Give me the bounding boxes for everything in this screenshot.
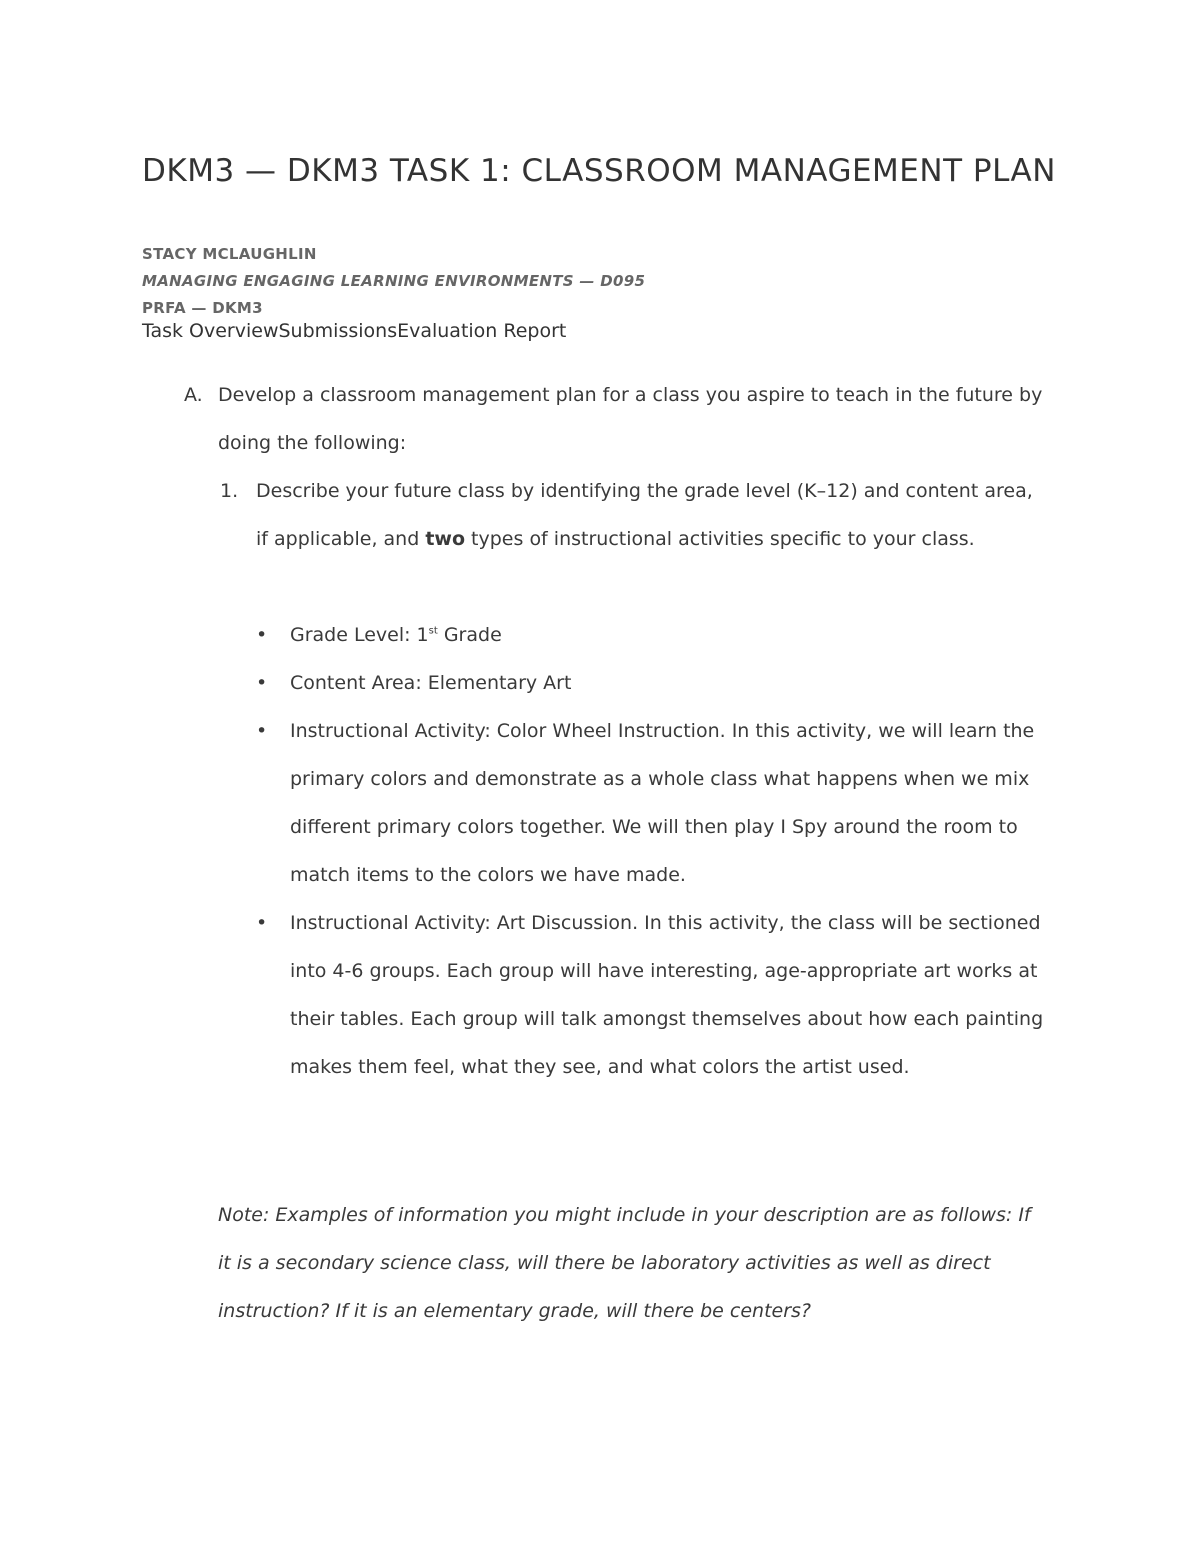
- item-1-text-start: Describe your future class by identifying the grade level (K–12) and content area, if applicable, and: [256, 480, 1033, 550]
- list-item-content-area: [256, 659, 1066, 707]
- section-a-text: Develop a classroom management plan for a class you aspire to teach in the future by doing the following:: [218, 384, 1043, 454]
- author-name: STACY MCLAUGHLIN: [142, 245, 317, 263]
- tab-submissions[interactable]: Submissions: [278, 320, 398, 342]
- class-description-list: [256, 611, 1066, 1091]
- section-a-marker: A.: [184, 384, 203, 406]
- note-paragraph: Note: Examples of information you might include in your description are as follows: If it is a secondary science class, will there be laboratory activities as well as direct instruction? If it is an elementary grade, will there be centers?: [218, 1204, 1031, 1322]
- tab-evaluation-report[interactable]: Evaluation Report: [397, 320, 567, 342]
- course-name: MANAGING ENGAGING LEARNING ENVIRONMENTS — D095: [142, 272, 646, 290]
- grade-ordinal-suffix: st: [428, 625, 438, 637]
- section-a: [184, 371, 1044, 467]
- task-tabs: [142, 320, 566, 342]
- list-item-activity-color-wheel: [256, 707, 1066, 899]
- grade-level-suffix: Grade: [437, 624, 502, 646]
- tab-task-overview[interactable]: Task Overview: [142, 320, 279, 342]
- prfa-code: PRFA — DKM3: [142, 299, 263, 317]
- bullet-icon: •: [256, 720, 268, 742]
- grade-level-text: Grade Level: 1: [290, 624, 429, 646]
- bullet-icon: •: [256, 672, 268, 694]
- item-1-bold-word: two: [425, 528, 466, 550]
- content-area-text: Content Area: Elementary Art: [290, 672, 572, 694]
- bullet-icon: •: [256, 912, 268, 934]
- activity-art-discussion-text: Instructional Activity: Art Discussion. In this activity, the class will be sectioned into 4-6 groups. Each group will have interesting, age-appropriate art works at their tables. Each group will talk amongst themselves about how each painting makes them feel, what they see, and what colors the artist used.: [290, 912, 1044, 1078]
- bullet-icon: •: [256, 624, 268, 646]
- list-item-activity-art-discussion: [256, 899, 1066, 1091]
- document-title: DKM3 — DKM3 TASK 1: CLASSROOM MANAGEMENT PLAN: [142, 153, 1056, 189]
- list-item-grade-level: [256, 611, 1066, 659]
- item-1: [220, 467, 1050, 563]
- item-1-marker: 1.: [220, 480, 239, 502]
- activity-color-wheel-text: Instructional Activity: Color Wheel Instruction. In this activity, we will learn the primary colors and demonstrate as a whole class what happens when we mix different primary colors together. We will then play I Spy around the room to match items to the colors we have made.: [290, 720, 1035, 886]
- item-1-text: [256, 467, 1050, 563]
- item-1-text-end: types of instructional activities specific to your class.: [465, 528, 975, 550]
